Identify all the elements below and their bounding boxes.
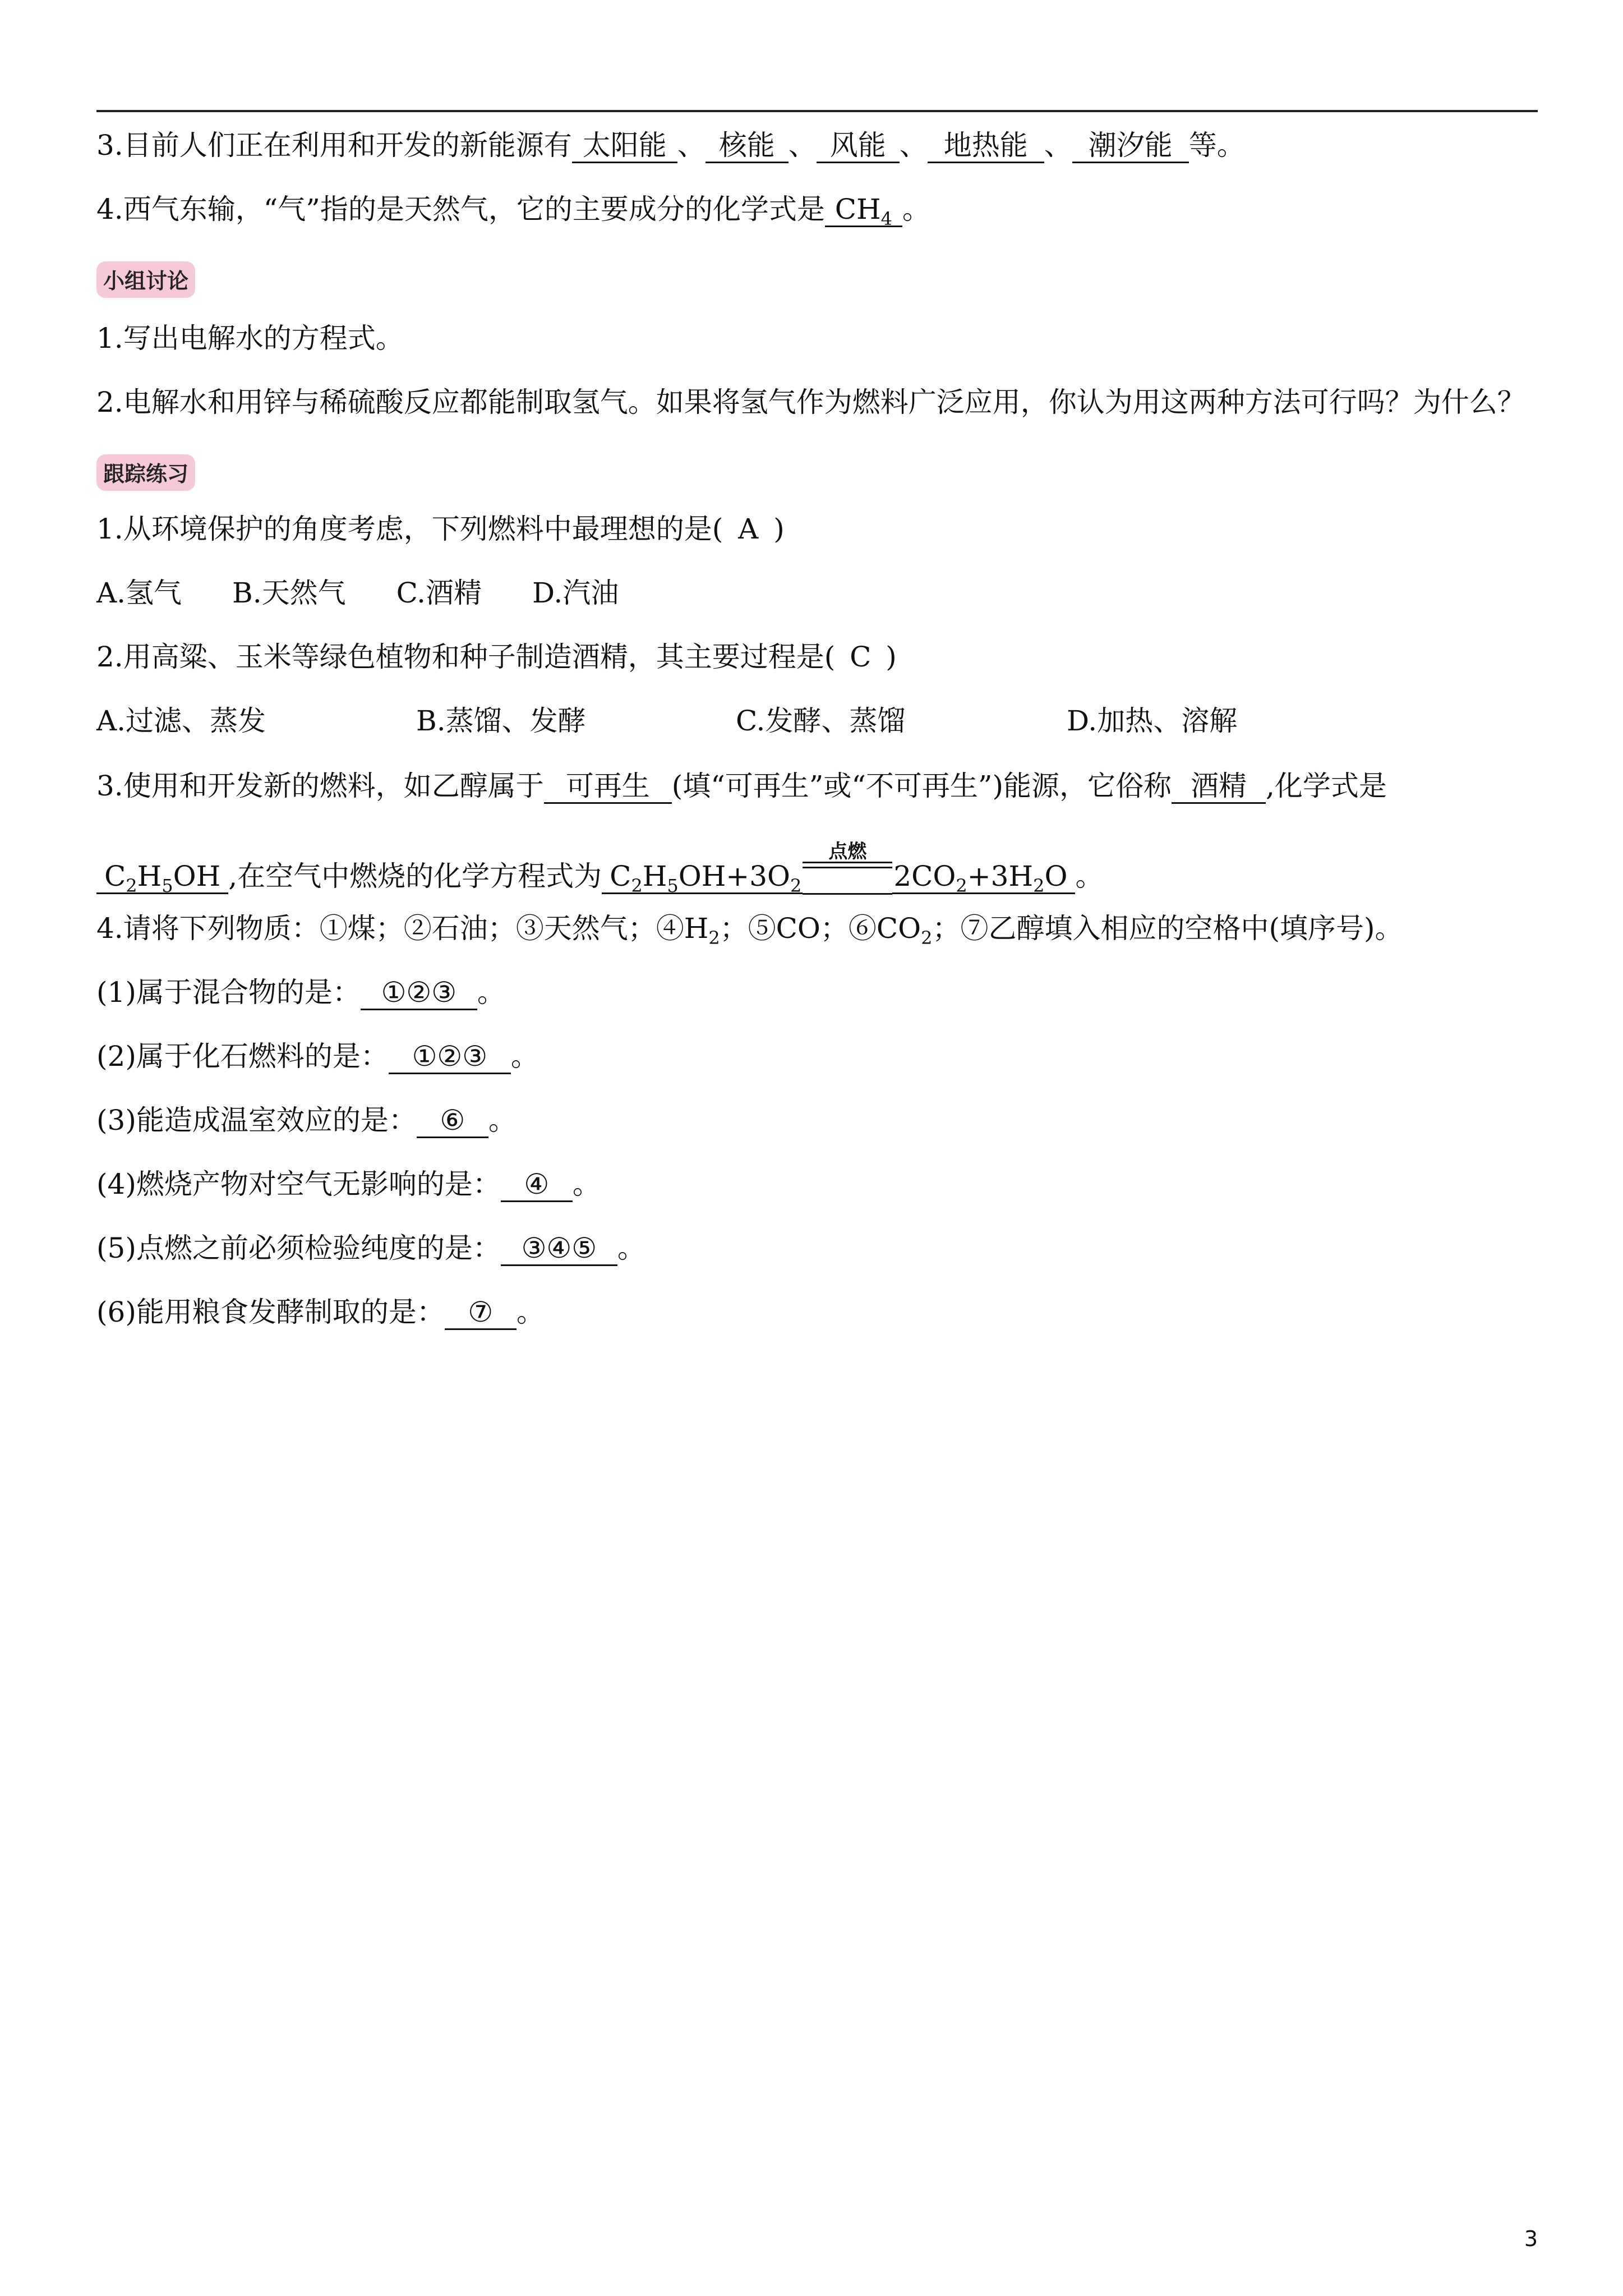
practice-question-4-item: (5)点燃之前必须检验纯度的是： ③④⑤ 。 xyxy=(96,1230,645,1267)
answer-blank: 风能 xyxy=(817,129,900,163)
practice-question-4-item: (6)能用粮食发酵制取的是： ⑦ 。 xyxy=(96,1294,545,1331)
practice-question-4: 4.请将下列物质：①煤；②石油；③天然气；$④H_2$；⑤CO；$⑥CO_2$；⑦乙醇填入相应的空格中(填序号)。 xyxy=(96,912,1403,949)
answer-choice: C xyxy=(850,641,872,673)
answer-blank: 可再生 xyxy=(544,770,672,804)
answer-choice: A xyxy=(738,513,759,545)
answer-blank: 核能 xyxy=(706,129,789,163)
practice-question-4-item: (3)能造成温室效应的是： ⑥ 。 xyxy=(96,1102,517,1139)
practice-question-3: 3.使用和开发新的燃料，如乙醇属于 可再生 (填“可再生”或“不可再生”)能源，它俗称 酒精 ,化学式是 xyxy=(96,767,1387,804)
section-tag-group-discussion: 小组讨论 xyxy=(96,261,195,298)
discussion-question-2: 2.电解水和用锌与稀硫酸反应都能制取氢气。如果将氢气作为燃料广泛应用，你认为用这两种方法可行吗？为什么？ xyxy=(96,386,1525,418)
practice-question-2: 2.用高粱、玉米等绿色植物和种子制造酒精，其主要过程是( C ) xyxy=(96,638,897,675)
answer-blank: ⑦ xyxy=(445,1296,517,1330)
answer-blank-formula: $C_2H_5OH$ xyxy=(96,860,228,894)
reaction-condition: 点燃 xyxy=(803,841,892,895)
answer-blank: 酒精 xyxy=(1172,770,1266,804)
discussion-question-1: 1.写出电解水的方程式。 xyxy=(96,322,404,355)
answer-blank: ①②③ xyxy=(361,976,477,1010)
practice-question-4-item: (2)属于化石燃料的是： ①②③ 。 xyxy=(96,1038,539,1075)
answer-blank: 太阳能 xyxy=(572,129,677,163)
answer-blank: ⑥ xyxy=(417,1104,488,1138)
answer-blank: 地热能 xyxy=(928,129,1044,163)
section-tag-practice: 跟踪练习 xyxy=(96,454,195,491)
equation-right-side: $2CO_2+3H_2O$ xyxy=(892,860,1075,894)
page-number: 3 xyxy=(1524,2226,1538,2251)
practice-question-2-options: A.过滤、蒸发 B.蒸馏、发酵 C.发酵、蒸馏 D.加热、溶解 xyxy=(96,705,1238,737)
practice-question-4-item: (4)燃烧产物对空气无影响的是： ④ 。 xyxy=(96,1166,601,1203)
answer-blank: 潮汐能 xyxy=(1072,129,1189,163)
practice-question-1: 1.从环境保护的角度考虑，下列燃料中最理想的是( A ) xyxy=(96,510,785,547)
question-4-natural-gas: 4.西气东输，“气”指的是天然气，它的主要成分的化学式是 $CH_4$ 。 xyxy=(96,193,930,229)
answer-blank: $CH_4$ xyxy=(825,193,902,227)
practice-question-4-item: (1)属于混合物的是： ①②③ 。 xyxy=(96,974,505,1011)
answer-blank: ①②③ xyxy=(389,1040,511,1074)
equation-left-side: $C_2H_5OH+3O_2$ xyxy=(602,860,803,894)
practice-question-1-options: A.氢气 B.天然气 C.酒精 D.汽油 xyxy=(96,577,619,609)
answer-blank: ④ xyxy=(501,1168,573,1202)
header-rule xyxy=(96,110,1538,112)
practice-question-3-equation: $C_2H_5OH$ ,在空气中燃烧的化学方程式为 $C_2H_5OH+3O_2$ 点燃 $2CO_2+3H_2O$ 。 xyxy=(96,841,1103,895)
question-3-new-energy: 3.目前人们正在利用和开发的新能源有 太阳能 、 核能 、 风能 、 地热能 、 潮汐能 等。 xyxy=(96,127,1245,164)
answer-blank: ③④⑤ xyxy=(501,1232,617,1266)
